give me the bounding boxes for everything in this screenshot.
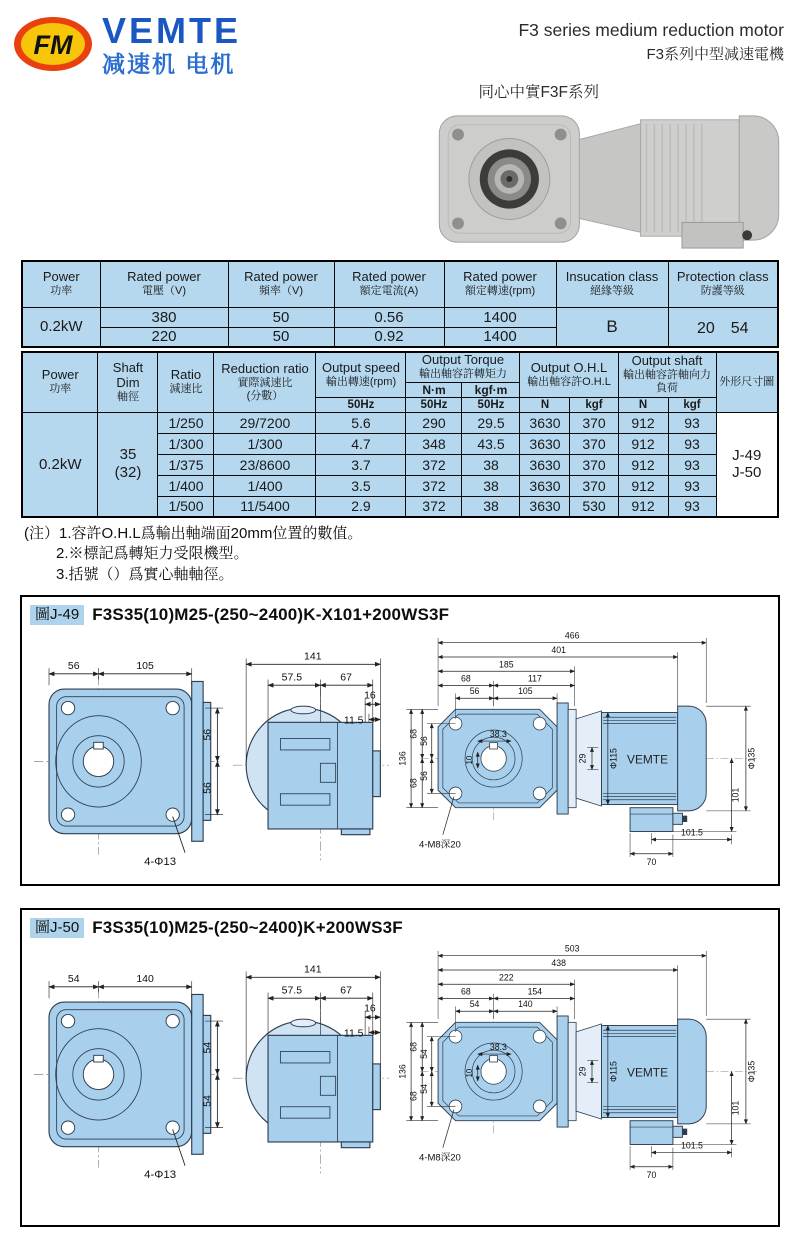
brand-logo	[12, 12, 241, 76]
dim-label: 4-Φ13	[144, 855, 177, 868]
ratings-table	[21, 260, 779, 348]
t2-h-ohl-n: N	[520, 397, 570, 412]
cell: 372	[406, 475, 462, 496]
dim-label: 67	[340, 672, 352, 684]
t2-h-kgfm: kgf·m	[462, 382, 520, 397]
motor-brand-label: VEMTE	[627, 1065, 669, 1080]
dim-label: 54	[469, 999, 480, 1010]
dim-label: 4-M8深20	[419, 839, 461, 851]
cell: 3630	[520, 412, 570, 433]
t2-h-speed-50hz: 50Hz	[316, 397, 406, 412]
dim-label: 141	[304, 651, 322, 663]
cell: 50	[228, 327, 334, 347]
fig-left-view	[30, 943, 225, 1181]
cell: 20 54	[668, 307, 778, 347]
dim-label: 503	[564, 943, 580, 954]
brand-subtitle: 减速机 电机	[102, 50, 236, 77]
cell: 29/7200	[214, 412, 316, 433]
cell: 530	[570, 496, 618, 517]
cell: 3630	[520, 454, 570, 475]
fig-left-view	[30, 630, 225, 868]
brand-name: VEMTE	[102, 10, 242, 51]
dim-label: 68	[460, 986, 471, 997]
t2-h-shaft-kgf: kgf	[668, 397, 716, 412]
dim-label: Φ135	[746, 747, 757, 770]
dim-label: 101	[730, 1100, 741, 1116]
note-1: (注）1.容許O.H.L爲輸出軸端面20mm位置的數值。	[24, 525, 363, 542]
t1-h-protection: Protection class 防護等級	[668, 261, 778, 307]
cell: 912	[618, 496, 668, 517]
fig50-box	[20, 908, 780, 1227]
cell: 370	[570, 475, 618, 496]
t2-h-speed: Output speed 輸出轉速(rpm)	[316, 352, 406, 397]
gearmotor-photo	[430, 104, 788, 252]
dim-label: 54	[67, 973, 80, 985]
series-name: 同心中實F3F系列	[478, 84, 599, 101]
cell: 93	[668, 496, 716, 517]
title-en: F3 series medium reduction motor	[518, 20, 784, 40]
cell: 912	[618, 412, 668, 433]
t2-h-ohl: Output O.H.L 輸出軸容許O.H.L	[520, 352, 618, 397]
cell: 348	[406, 433, 462, 454]
dim-label: 140	[136, 973, 154, 985]
fig50-drawings	[30, 943, 770, 1181]
dim-label: 105	[136, 660, 154, 672]
dim-label: 154	[527, 986, 543, 997]
fig-side-view	[225, 943, 392, 1181]
dim-label: 57.5	[281, 985, 303, 997]
t1-h-frequency: Rated power 頻率（V)	[228, 261, 334, 307]
t1-h-power: Power 功率	[22, 261, 100, 307]
dim-label: 56	[418, 735, 429, 746]
cell: 29.5	[462, 412, 520, 433]
dim-label: 68	[408, 778, 419, 788]
cell: 0.56	[334, 307, 444, 327]
cell: 912	[618, 475, 668, 496]
t2-h-reduction: Reduction ratio 實際減速比 (分數）	[214, 352, 316, 412]
cell: 93	[668, 475, 716, 496]
cell: 3.7	[316, 454, 406, 475]
dim-label: 117	[527, 673, 542, 684]
t1-h-current: Rated power 額定電流(A)	[334, 261, 444, 307]
cell: 35 (32)	[98, 412, 158, 517]
cell: 11/5400	[214, 496, 316, 517]
dim-label: 68	[408, 728, 419, 739]
logo-badge-icon	[12, 15, 94, 73]
dim-label: 438	[551, 957, 566, 968]
dim-label: 101.5	[681, 1140, 703, 1151]
t1-h-insulation: Insucation class 絕緣等級	[556, 261, 668, 307]
cell: 93	[668, 412, 716, 433]
page-titles	[354, 12, 784, 102]
cell: 5.6	[316, 412, 406, 433]
title-zh: F3系列中型减速電機	[646, 46, 784, 63]
t2-h-torque: Output Torque 輸出軸容許轉矩力	[406, 352, 520, 382]
fig49-tag: 圖J-49	[30, 605, 84, 625]
t2-h-nm-50hz: 50Hz	[406, 397, 462, 412]
dim-label: 38.3	[489, 1041, 507, 1052]
cell: 0.92	[334, 327, 444, 347]
dim-label: 54	[418, 1048, 429, 1059]
cell: 2.9	[316, 496, 406, 517]
performance-table	[21, 351, 779, 518]
cell: 370	[570, 412, 618, 433]
dim-label: 222	[499, 972, 514, 983]
fig-ref-cell	[716, 412, 778, 517]
fig-side-view	[225, 630, 392, 868]
dim-label: 54	[202, 1094, 214, 1107]
cell: 50	[228, 307, 334, 327]
cell: 372	[406, 496, 462, 517]
dim-label: 136	[397, 750, 408, 766]
dim-label: 401	[551, 644, 566, 655]
cell: 93	[668, 433, 716, 454]
t2-h-shaft-n: N	[618, 397, 668, 412]
header	[0, 0, 800, 102]
dim-label: 16	[364, 690, 376, 702]
dim-label: 56	[67, 660, 80, 672]
cell: 93	[668, 454, 716, 475]
dim-label: 54	[202, 1041, 214, 1054]
cell: 0.2kW	[22, 412, 98, 517]
cell: 380	[100, 307, 228, 327]
fig50-tag: 圖J-50	[30, 918, 84, 938]
product-photo-area	[0, 104, 800, 252]
cell: 370	[570, 454, 618, 475]
cell: 1/300	[158, 433, 214, 454]
dim-label: 105	[518, 686, 533, 697]
dim-label: 70	[646, 1169, 657, 1180]
cell: 1/250	[158, 412, 214, 433]
logo-glyph: FM	[33, 29, 73, 60]
dim-label: 68	[460, 673, 471, 684]
note-2: 2.※標記爲轉矩力受限機型。	[56, 545, 249, 563]
cell: 1/500	[158, 496, 214, 517]
dim-label: 10	[465, 1068, 475, 1078]
notes	[24, 524, 800, 585]
dim-label: 68	[408, 1091, 419, 1101]
fig49-box	[20, 595, 780, 886]
fig-main-view	[392, 630, 765, 868]
t2-h-nm: N·m	[406, 382, 462, 397]
cell: 370	[570, 433, 618, 454]
dim-label: 57.5	[281, 672, 303, 684]
dim-label: 4-M8深20	[419, 1152, 461, 1164]
cell: 1400	[444, 327, 556, 347]
cell: 3630	[520, 496, 570, 517]
t2-h-shaftload: Output shaft 輸出軸容許軸向力負荷	[618, 352, 716, 397]
dim-label: Φ115	[608, 747, 619, 769]
fig-ref-j49: J-49	[732, 447, 762, 465]
dim-label: 38.3	[489, 728, 507, 739]
cell: 1/375	[158, 454, 214, 475]
dim-label: 56	[469, 686, 480, 697]
cell: 38	[462, 475, 520, 496]
dim-label: 56	[418, 770, 429, 781]
dim-label: 68	[408, 1041, 419, 1052]
cell: 23/8600	[214, 454, 316, 475]
dim-label: 54	[418, 1083, 429, 1094]
cell: 43.5	[462, 433, 520, 454]
cell: 290	[406, 412, 462, 433]
t2-h-fig: 外形尺寸圖	[716, 352, 778, 412]
dim-label: Φ115	[608, 1060, 619, 1082]
dim-label: 101.5	[681, 827, 703, 838]
dim-label: 140	[518, 999, 533, 1010]
t1-h-speed: Rated power 額定轉速(rpm)	[444, 261, 556, 307]
fig50-model: F3S35(10)M25-(250~2400)K+200WS3F	[92, 917, 403, 937]
dim-label: 11.5	[343, 715, 364, 727]
cell: 0.2kW	[22, 307, 100, 347]
dim-label: 10	[465, 755, 475, 765]
dim-label: Φ135	[746, 1060, 757, 1083]
dim-label: 466	[564, 630, 580, 641]
cell: 1/400	[158, 475, 214, 496]
cell: 3.5	[316, 475, 406, 496]
dim-label: 29	[577, 1066, 588, 1077]
t2-h-kgfm-50hz: 50Hz	[462, 397, 520, 412]
cell: 3630	[520, 475, 570, 496]
dim-label: 141	[304, 964, 322, 976]
cell: 38	[462, 454, 520, 475]
cell: B	[556, 307, 668, 347]
cell: 220	[100, 327, 228, 347]
cell: 4.7	[316, 433, 406, 454]
dim-label: 185	[499, 659, 514, 670]
cell: 1400	[444, 307, 556, 327]
fig-main-view	[392, 943, 765, 1181]
cell: 1/400	[214, 475, 316, 496]
cell: 912	[618, 433, 668, 454]
dim-label: 4-Φ13	[144, 1168, 177, 1181]
dim-label: 70	[646, 856, 657, 867]
dim-label: 16	[364, 1003, 376, 1015]
dim-label: 101	[730, 787, 741, 803]
fig49-drawings	[30, 630, 770, 868]
dim-label: 56	[202, 728, 214, 741]
t2-h-shaft: Shaft Dim 軸徑	[98, 352, 158, 412]
cell: 912	[618, 454, 668, 475]
cell: 3630	[520, 433, 570, 454]
cell: 38	[462, 496, 520, 517]
t1-h-voltage: Rated power 電壓（V)	[100, 261, 228, 307]
dim-label: 56	[202, 781, 214, 794]
dim-label: 29	[577, 753, 588, 764]
dim-label: 136	[397, 1063, 408, 1079]
motor-brand-label: VEMTE	[627, 752, 669, 767]
t2-h-power: Power 功率	[22, 352, 98, 412]
fig49-model: F3S35(10)M25-(250~2400)K-X101+200WS3F	[92, 604, 450, 624]
dim-label: 11.5	[343, 1028, 364, 1040]
cell: 1/300	[214, 433, 316, 454]
t2-h-ohl-kgf: kgf	[570, 397, 618, 412]
fig-ref-j50: J-50	[732, 464, 762, 482]
note-3: 3.括號（）爲實心軸軸徑。	[56, 565, 234, 583]
dim-label: 67	[340, 985, 352, 997]
cell: 372	[406, 454, 462, 475]
t2-h-ratio: Ratio 減速比	[158, 352, 214, 412]
